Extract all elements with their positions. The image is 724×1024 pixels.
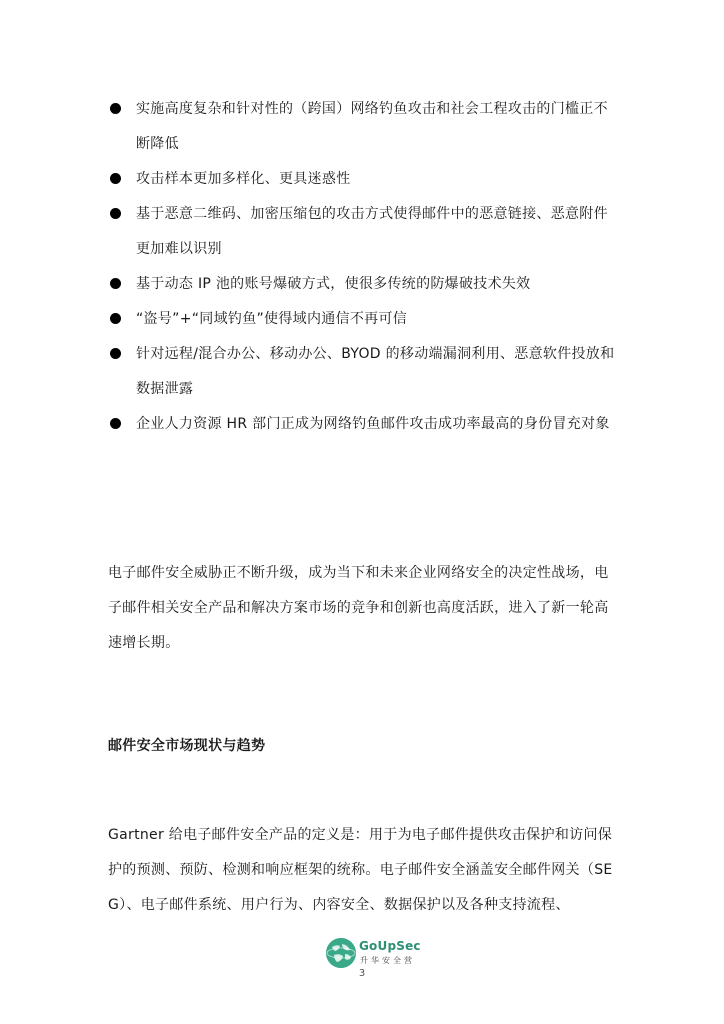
- bullet-dot-icon: [110, 418, 121, 429]
- bullet-text: 基于恶意二维码、加密压缩包的攻击方式使得邮件中的恶意链接、恶意附件更加难以识别: [136, 206, 608, 257]
- threat-bullet-list: [108, 92, 620, 442]
- logo-subtitle: 升华安全营: [360, 956, 415, 965]
- bullet-text: 实施高度复杂和针对性的（跨国）网络钓鱼攻击和社会工程攻击的门槛正不断降低: [136, 101, 608, 152]
- bullet-text: 基于动态 IP 池的账号爆破方式，使很多传统的防爆破技术失效: [136, 276, 531, 292]
- bullet-item: [108, 162, 620, 197]
- definition-paragraph: Gartner 给电子邮件安全产品的定义是：用于为电子邮件提供攻击保护和访问保护的预测、预防、检测和响应框架的统称。电子邮件安全涵盖安全邮件网关（SEG）、电子邮件系统、用户行为、内容安全、数据保护以及各种支持流程、: [108, 827, 613, 913]
- goupsec-logo: [326, 938, 426, 970]
- bullet-text: 针对远程/混合办公、移动办公、BYOD 的移动端漏洞利用、恶意软件投放和数据泄露: [136, 346, 615, 397]
- bullet-item: [108, 197, 620, 267]
- bullet-item: [108, 337, 620, 407]
- globe-logo-icon: [326, 938, 356, 968]
- intro-paragraph: 电子邮件安全威胁正不断升级，成为当下和未来企业网络安全的决定性战场，电子邮件相关安全产品和解决方案市场的竞争和创新也高度活跃，进入了新一轮高速增长期。: [108, 565, 609, 651]
- bullet-dot-icon: [110, 173, 121, 184]
- bullet-dot-icon: [110, 313, 121, 324]
- bullet-item: [108, 92, 620, 162]
- bullet-dot-icon: [110, 348, 121, 359]
- bullet-dot-icon: [110, 208, 121, 219]
- bullet-item: [108, 267, 620, 302]
- bullet-text: 攻击样本更加多样化、更具迷惑性: [136, 171, 351, 187]
- bullet-item: [108, 407, 620, 442]
- bullet-item: [108, 302, 620, 337]
- bullet-dot-icon: [110, 103, 121, 114]
- section-heading: 邮件安全市场现状与趋势: [108, 738, 266, 754]
- logo-wordmark: GoUpSec: [359, 939, 421, 953]
- bullet-dot-icon: [110, 278, 121, 289]
- bullet-text: “盗号”+“同域钓鱼”使得域内通信不再可信: [136, 311, 408, 327]
- page-number: 3: [358, 968, 366, 979]
- bullet-text: 企业人力资源 HR 部门正成为网络钓鱼邮件攻击成功率最高的身份冒充对象: [136, 416, 610, 432]
